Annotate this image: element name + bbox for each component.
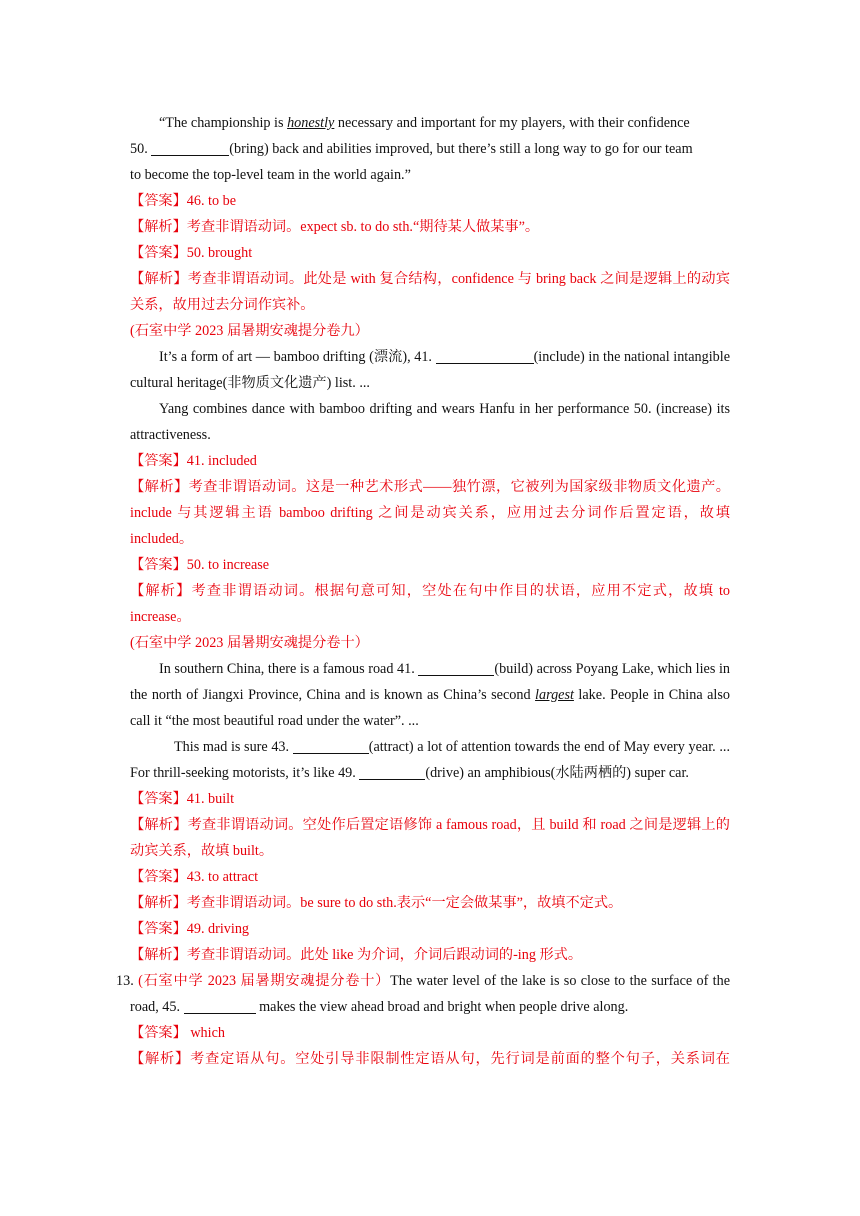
answer-blank[interactable] [293, 739, 369, 754]
answer-line: 【答案】49. driving [130, 921, 250, 937]
answer-blank[interactable] [359, 765, 425, 780]
passage-b-para2: Yang combines dance with bamboo drifting and wears Hanfu in her performance 50. (increase) its attractiveness. [130, 401, 730, 443]
question-13: 13. (石室中学 2023 届暑期安魂提分卷十）The water level of the lake is so close to the surface of the road, 45. makes the view ahead broad and bright when people drive along. [116, 973, 730, 1015]
answer-line: 【答案】43. to attract [130, 869, 259, 885]
answer-blank[interactable] [184, 999, 256, 1014]
analysis-line: 【解析】考查非谓语动词。根据句意可知，空处在句中作目的状语，应用不定式，故填 to increase。 [130, 583, 730, 625]
analysis-line: 【解析】考查非谓语动词。此处 like 为介词，介词后跟动词的-ing 形式。 [130, 947, 583, 963]
source-heading: (石室中学 2023 届暑期安魂提分卷十） [138, 973, 391, 989]
analysis-line: 【解析】考查非谓语动词。这是一种艺术形式——独竹漂，它被列为国家级非物质文化遗产。include 与其逻辑主语 bamboo drifting 之间是动宾关系，应用过去分词作后置定语，故填 included。 [130, 479, 730, 547]
analysis-line: 【解析】考查非谓语动词。be sure to do sth.表示“一定会做某事”，故填不定式。 [130, 895, 623, 911]
answer-blank[interactable] [418, 661, 494, 676]
answer-line: 【答案】46. to be [130, 193, 237, 209]
answer-line: 【答案】50. to increase [130, 557, 270, 573]
answer-blank[interactable] [151, 141, 229, 156]
document-page [116, 110, 731, 1072]
passage-b-para1: It’s a form of art — bamboo drifting (漂流), 41. (include) in the national intangible cultural heritage(非物质文化遗产) list. ... [130, 349, 731, 391]
passage-c-para2: This mad is sure 43. (attract) a lot of attention towards the end of May every year. ... For thrill-seeking motorists, it’s like 49. (drive) an amphibious(水陆两栖的) super car. [130, 739, 730, 781]
answer-line: 【答案】41. built [130, 791, 235, 807]
emphasized-word: honestly [287, 115, 335, 131]
source-heading: (石室中学 2023 届暑期安魂提分卷九） [130, 323, 369, 339]
analysis-line: 【解析】考查非谓语动词。expect sb. to do sth.“期待某人做某事”。 [130, 219, 540, 235]
answer-line: 【答案】 which [130, 1025, 225, 1041]
answer-blank[interactable] [436, 349, 534, 364]
analysis-line: 【解析】考查定语从句。空处引导非限制性定语从句，先行词是前面的整个句子，关系词在 [130, 1051, 730, 1067]
answer-line: 【答案】41. included [130, 453, 257, 469]
answer-line: 【答案】50. brought [130, 245, 253, 261]
passage-a-line1: “The championship is honestly necessary and important for my players, with their confidence 50. (bring) back and abilities improved, but there’s still a long way to go for our team to become the top-level team in the world again.” [130, 115, 693, 183]
source-heading: (石室中学 2023 届暑期安魂提分卷十） [130, 635, 369, 651]
emphasized-word: largest [535, 687, 574, 703]
passage-c-para1: In southern China, there is a famous road 41. (build) across Poyang Lake, which lies in the north of Jiangxi Province, China and is known as China’s second largest lake. People in China also call it “the most beautiful road under the water”. ... [130, 661, 730, 729]
analysis-line: 【解析】考查非谓语动词。空处作后置定语修饰 a famous road，且 build 和 road 之间是逻辑上的动宾关系，故填 built。 [130, 817, 730, 859]
analysis-line: 【解析】考查非谓语动词。此处是 with 复合结构，confidence 与 bring back 之间是逻辑上的动宾关系，故用过去分词作宾补。 [130, 271, 730, 313]
